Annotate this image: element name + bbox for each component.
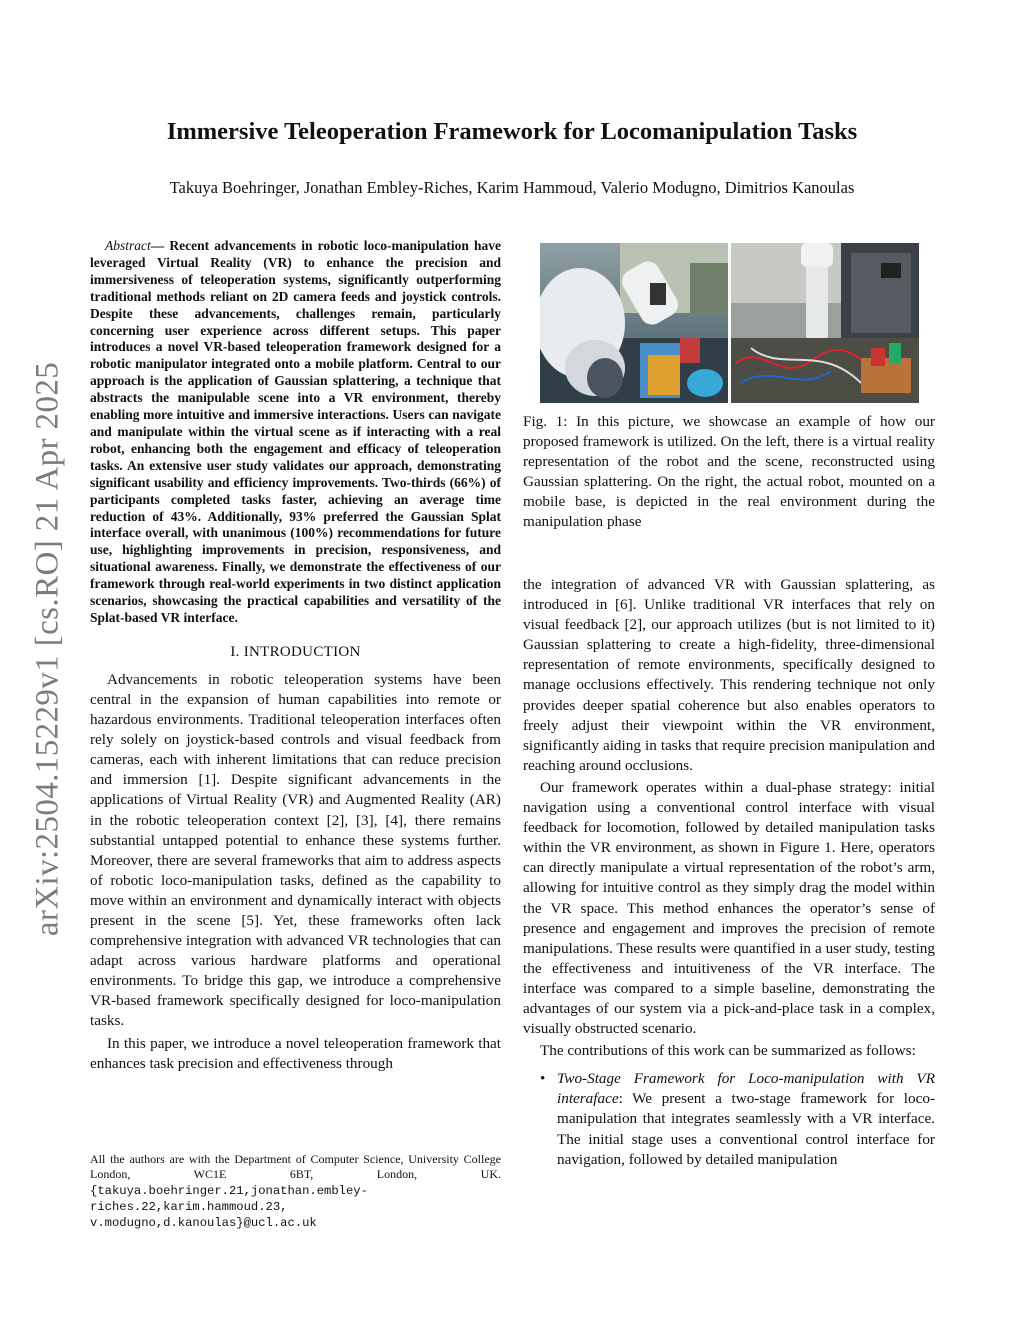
bullet-icon: •: [540, 1070, 546, 1088]
intro-paragraph-2: In this paper, we introduce a novel teleoperation framework that enhances task precision and effectiveness through: [90, 1034, 501, 1072]
list-item: [523, 1069, 935, 1169]
abstract-text: Recent advancements in robotic loco-manipulation have leveraged Virtual Reality (VR) to enhance the precision and immersiveness of teleoperation systems, significantly outperforming traditional methods reliant on 2D camera feeds and joystick controls. Despite these advancements, challenges remain, particularly concerning user experience across different setups. This paper introduces a novel VR-based teleoperation framework designed for a robotic manipulator integrated onto a mobile platform. Central to our approach is the application of Gaussian splattering, a technique that abstracts the manipulable scene into a VR environment, thereby enabling more intuitive and immersive interactions. Users can navigate and manipulate within the virtual scene as if interacting with a real robot, enhancing both the engagement and efficacy of teleoperation tasks. An extensive user study validates our approach, demonstrating significant usability and efficiency improvements. Two-thirds (66%) of participants completed tasks faster, achieving an average time reduction of 43%. Additionally, 93% preferred the Gaussian Splat interface overall, with unanimous (100%) recommendations for future use, highlighting improvements in precision, responsiveness, and situational awareness. Finally, we demonstrate the effectiveness of our framework through real-world experiments in two distinct application scenarios, showcasing the practical capabilities and versatility of the Splat-based VR interface.: [90, 238, 501, 625]
right-paragraph-1: the integration of advanced VR with Gaussian splattering, as introduced in [6]. Unlike traditional VR interfaces that rely on visual feedback [2], our approach utilizes (but is not limited to it) Gaussian splattering to create a high-fidelity, three-dimensional representation of remote environments, specifically designed to manage occlusions effectively. This rendering technique not only provides deeper spatial coherence but also enables operators to freely adjust their viewpoint within the VR environment, significantly aiding in tasks that require precision manipulation and reaching around occlusions.: [523, 576, 935, 774]
abstract-dash: —: [150, 238, 165, 253]
figure-1: [540, 243, 919, 403]
right-column: [523, 575, 935, 1170]
figure-caption: Fig. 1: In this picture, we showcase an example of how our proposed framework is utilized. On the left, there is a virtual reality representation of the robot and the scene, reconstructed using Gaussian splattering. On the right, the actual robot, mounted on a mobile base, is depicted in the real environment during the manipulation phase: [523, 413, 935, 531]
arxiv-id-text: arXiv:2504.15229v1 [cs.RO] 21 Apr 2025: [29, 361, 66, 937]
footnote: [90, 1152, 501, 1231]
right-paragraph-2: Our framework operates within a dual-phase strategy: initial navigation using a conventional control interface with visual feedback for locomotion, followed by detailed manipulation tasks within the VR environment, as shown in Figure 1. Here, operators can directly manipulate a virtual representation of the robot’s arm, allowing for intuitive control as they simply drag the model within the VR space. This method enhances the operator’s sense of presence and engagement and improves the precision of remote manipulations. These results were quantified in a user study, testing the effectiveness and intuitiveness of the VR interface. The interface was compared to a simple baseline, demonstrating the advantages of our system via a pick-and-place task in a complex, visually obstructed scenario.: [523, 778, 935, 1038]
abstract-label: Abstract: [105, 238, 151, 253]
intro-paragraph-1: Advancements in robotic teleoperation systems have been central in the expansion of human capabilities into remote or hazardous environments. Traditional teleoperation interfaces often rely solely on joystick-based controls and visual feedback from cameras, each with inherent limitations that can reduce precision and immersion [1]. Despite significant advancements in the applications of Virtual Reality (VR) and Augmented Reality (AR) in the robotic teleoperation context [2], [3], [4], there remains substantial untapped potential to enhance these systems further. Moreover, there are several frameworks that aim to address aspects of robotic loco-manipulation tasks, defined as the capability to move within an environment and dynamically interact with objects present in the scene [5]. Yet, these frameworks often lack comprehensive integration with advanced VR technologies that can adapt across various hardware platforms and operational environments. To bridge this gap, we introduce a comprehensive VR-based framework specifically designed for loco-manipulation tasks.: [90, 670, 501, 1030]
section-heading-introduction: I. INTRODUCTION: [230, 643, 361, 660]
footnote-affiliation: All the authors are with the Department of Computer Science, University College London, WC1E 6BT, London, UK.: [90, 1152, 501, 1182]
arxiv-identifier: [28, 352, 68, 947]
footnote-emails: {takuya.boehringer.21,jonathan.embley-riches.22,karim.hammoud.23, v.modugno,d.kanoulas}@ucl.ac.uk: [90, 1183, 368, 1231]
paper-title: Immersive Teleoperation Framework for Locomanipulation Tasks: [166, 118, 858, 145]
author-list: Takuya Boehringer, Jonathan Embley-Riches, Karim Hammoud, Valerio Modugno, Dimitrios Kanoulas: [169, 178, 855, 197]
contribution-text: : We present a two-stage framework for loco-manipulation that integrates seamlessly with a VR interface. The initial stage uses a conventional control interface for navigation, followed by detailed manipulation: [557, 1090, 935, 1168]
left-column: [90, 238, 501, 1076]
abstract: [90, 238, 501, 627]
figure-vr-splat-image: [540, 243, 728, 403]
right-paragraph-3: The contributions of this work can be summarized as follows:: [540, 1042, 916, 1060]
figure-real-robot-image: [731, 243, 919, 403]
contribution-title: Two-Stage Framework for Loco-manipulation with VR interaface: [557, 1070, 935, 1108]
contributions-list: [523, 1069, 935, 1169]
